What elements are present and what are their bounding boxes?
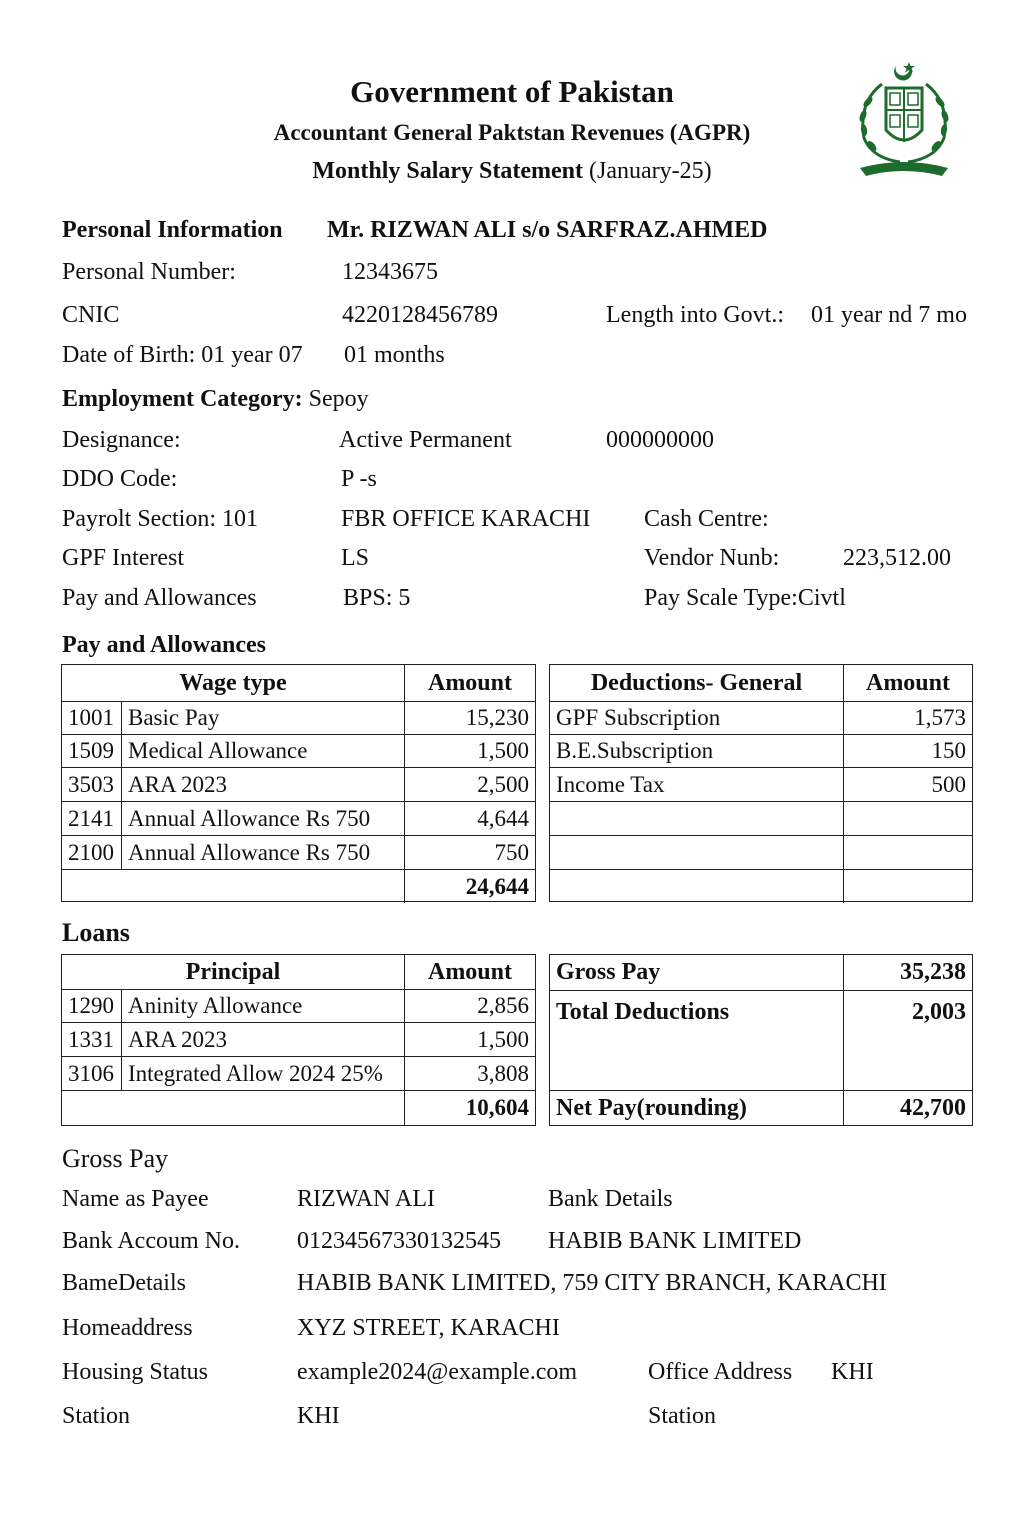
wage-type-header: Wage type <box>62 665 405 702</box>
wage-name: Annual Allowance Rs 750 <box>122 802 405 836</box>
deduction-amount: 1,573 <box>844 702 972 735</box>
loan-amount: 1,500 <box>405 1023 535 1057</box>
summary-table <box>549 954 973 1126</box>
pay-scale-type: Pay Scale Type:Civtl <box>644 585 846 611</box>
employment-category-label: Employment Category: <box>62 386 303 412</box>
vendor-label: Vendor Nunb: <box>644 545 780 571</box>
deduction-empty-cell <box>550 802 844 836</box>
office-station-label: Station <box>648 1403 717 1429</box>
payroll-label: Payrolt Section: 101 <box>62 506 258 532</box>
bame-details-value: HABIB BANK LIMITED, 759 CITY BRANCH, KARACHI <box>297 1270 887 1296</box>
deduction-name: Income Tax <box>550 768 844 802</box>
payee-name-value: RIZWAN ALI <box>297 1186 435 1212</box>
pay-total-spacer <box>62 870 405 903</box>
payee-name-label: Name as Payee <box>62 1186 209 1212</box>
statement-period: (January-25) <box>589 158 712 184</box>
deductions-table <box>549 664 973 902</box>
net-pay-value: 42,700 <box>900 1094 966 1121</box>
employee-name: Mr. RIZWAN ALI s/o SARFRAZ.AHMED <box>327 217 768 243</box>
wage-amount: 15,230 <box>405 702 535 735</box>
housing-status-label: Housing Status <box>62 1359 209 1385</box>
gpf-interest-label: GPF Interest <box>62 545 184 571</box>
length-value: 01 year nd 7 mo <box>811 302 967 328</box>
home-address-value: XYZ STREET, KARACHI <box>297 1315 560 1341</box>
station-label: Station <box>62 1403 131 1429</box>
wage-name: Basic Pay <box>122 702 405 735</box>
loan-name: ARA 2023 <box>122 1023 405 1057</box>
bank-name: HABIB BANK LIMITED <box>548 1228 802 1254</box>
deduction-empty-cell <box>550 870 844 903</box>
deduction-name: B.E.Subscription <box>550 735 844 768</box>
wage-code: 1509 <box>62 735 122 768</box>
wage-amount: 4,644 <box>405 802 535 836</box>
personal-number-label: Personal Number: <box>62 259 236 285</box>
cnic-label: CNIC <box>62 302 120 328</box>
statement-label: Monthly Salary Statement <box>312 158 584 184</box>
deduction-name: GPF Subscription <box>550 702 844 735</box>
gpf-interest-value: LS <box>341 545 370 571</box>
account-number-value: 01234567330132545 <box>297 1228 501 1254</box>
bank-details-label: Bank Details <box>548 1186 673 1212</box>
payroll-value: FBR OFFICE KARACHI <box>341 506 591 532</box>
wage-name: ARA 2023 <box>122 768 405 802</box>
loan-code: 1290 <box>62 990 122 1023</box>
loans-section-label: Loans <box>62 918 130 947</box>
wage-amount: 1,500 <box>405 735 535 768</box>
pay-allowances-table <box>61 664 536 902</box>
employment-category-value: Sepoy <box>308 386 369 412</box>
deduction-empty-cell <box>844 870 972 903</box>
dob-label: Date of Birth: 01 year 07 <box>62 342 303 368</box>
payee-section-label: Gross Pay <box>62 1144 169 1173</box>
bps-value: BPS: 5 <box>343 585 411 611</box>
designance-code: 000000000 <box>606 427 714 453</box>
length-label: Length into Govt.: <box>606 302 784 328</box>
deduction-empty-cell <box>550 836 844 870</box>
cnic-value: 4220128456789 <box>342 302 498 328</box>
loan-code: 3106 <box>62 1057 122 1091</box>
wage-amount: 2,500 <box>405 768 535 802</box>
dob-value: 01 months <box>344 342 445 368</box>
total-deductions-value: 2,003 <box>844 991 972 1091</box>
wreath-left-icon <box>863 84 900 162</box>
station-value: KHI <box>297 1403 340 1429</box>
page-title: Government of Pakistan <box>350 74 674 109</box>
wage-code: 3503 <box>62 768 122 802</box>
loan-name: Integrated Allow 2024 25% <box>122 1057 405 1091</box>
email-value: example2024@example.com <box>297 1359 578 1385</box>
loans-amount-header: Amount <box>405 955 535 990</box>
personal-section-label: Personal Information <box>62 217 283 243</box>
wage-code: 1001 <box>62 702 122 735</box>
gross-pay-value: 35,238 <box>844 955 972 991</box>
pay-amount-header: Amount <box>405 665 535 702</box>
pay-allowances-section-label: Pay and Allowances <box>62 632 267 658</box>
wage-code: 2100 <box>62 836 122 870</box>
scroll-icon <box>860 162 948 176</box>
pay-total: 24,644 <box>465 873 529 899</box>
ddo-label: DDO Code: <box>62 466 178 492</box>
net-pay-label: Net Pay(rounding) <box>550 1091 844 1125</box>
deduction-amount: 150 <box>844 735 972 768</box>
principal-header: Principal <box>62 955 405 990</box>
wage-name: Annual Allowance Rs 750 <box>122 836 405 870</box>
loan-code: 1331 <box>62 1023 122 1057</box>
loans-total-spacer <box>62 1091 405 1125</box>
employment-category <box>62 386 369 413</box>
wage-code: 2141 <box>62 802 122 836</box>
pay-allowances-label: Pay and Allowances <box>62 585 257 611</box>
deduction-empty-cell <box>844 802 972 836</box>
account-number-label: Bank Accoum No. <box>62 1228 240 1254</box>
vendor-value: 223,512.00 <box>843 545 951 571</box>
loans-table <box>61 954 536 1126</box>
home-address-label: Homeaddress <box>62 1315 193 1341</box>
deductions-header: Deductions- General <box>550 665 844 702</box>
wage-amount: 750 <box>405 836 535 870</box>
office-address-value: KHI <box>831 1359 874 1385</box>
deduction-empty-cell <box>844 836 972 870</box>
designance-label: Designance: <box>62 427 181 453</box>
office-address-label: Office Address <box>648 1359 793 1385</box>
loan-amount: 3,808 <box>405 1057 535 1091</box>
cash-centre-label: Cash Centre: <box>644 506 769 532</box>
wreath-right-icon <box>908 84 945 162</box>
loan-name: Aninity Allowance <box>122 990 405 1023</box>
star-icon <box>903 62 915 73</box>
loans-total: 10,604 <box>465 1095 529 1120</box>
total-deductions-label: Total Deductions <box>550 991 844 1091</box>
loan-amount: 2,856 <box>405 990 535 1023</box>
personal-number-value: 12343675 <box>342 259 438 285</box>
pakistan-emblem-icon <box>846 58 962 186</box>
designance-value: Active Permanent <box>339 427 512 453</box>
gross-pay-label: Gross Pay <box>550 955 844 991</box>
deductions-amount-header: Amount <box>844 665 972 702</box>
bame-details-label: BameDetails <box>62 1270 186 1296</box>
page-subtitle: Accountant General Paktstan Revenues (AGPR) <box>273 120 751 145</box>
wage-name: Medical Allowance <box>122 735 405 768</box>
ddo-value: P -s <box>341 466 377 492</box>
deduction-amount: 500 <box>844 768 972 802</box>
